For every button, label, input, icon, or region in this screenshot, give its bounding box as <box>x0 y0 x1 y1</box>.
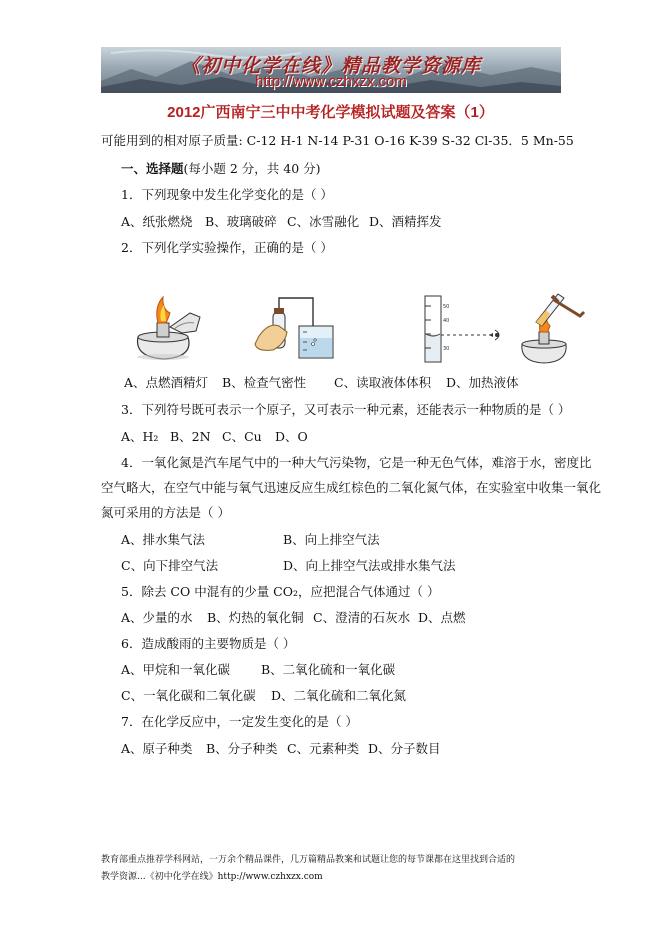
section-label: 一、选择题 <box>121 161 184 176</box>
q4-option-d: D、向上排空气法或排水集气法 <box>283 558 456 573</box>
airtightness-check-figure <box>245 292 340 364</box>
footer-line-1: 教育部重点推荐学科网站，一万余个精品课件，几万篇精品教案和试题让您的每节课都在这里找到合适的 <box>101 855 516 865</box>
document-title: 2012广西南宁三中中考化学模拟试题及答案（1） <box>167 104 494 121</box>
svg-text:30: 30 <box>443 346 450 352</box>
q1-stem: 1．下列现象中发生化学变化的是（ ） <box>121 187 333 202</box>
q4-stem-line-2: 空气略大，在空气中能与氧气迅速反应生成红棕色的二氧化氮气体，在实验室中收集一氧化 <box>101 480 602 495</box>
footer-line-2[interactable]: 教学资源...《初中化学在线》http://www.czhxzx.com <box>101 872 323 882</box>
q3-stem: 3．下列符号既可表示一个原子，又可表示一种元素，还能表示一种物质的是（ ） <box>121 402 571 417</box>
q2-option-c: C、读取液体体积 <box>334 375 432 390</box>
q6-option-b: B、二氧化硫和一氧化碳 <box>261 662 396 677</box>
q5-option-b: B、灼热的氧化铜 <box>207 610 304 625</box>
q4-option-b: B、向上排空气法 <box>283 532 380 547</box>
q7-option-c: C、元素种类 <box>287 741 360 756</box>
atomic-masses: 可能用到的相对原子质量: C-12 H-1 N-14 P-31 O-16 K-39 S-32 Cl-35．5 Mn-55 <box>101 133 574 148</box>
graduated-cylinder-reading-figure <box>403 294 523 366</box>
q7-option-b: B、分子种类 <box>206 741 278 756</box>
q3-option-a: A、H₂ <box>121 429 159 444</box>
q6-option-d: D、二氧化硫和二氧化氮 <box>271 688 407 703</box>
alcohol-lamp-lighting-figure <box>124 293 204 365</box>
svg-text:50: 50 <box>443 304 450 310</box>
section-note: (每小题 2 分，共 40 分) <box>183 161 321 176</box>
liquid-heating-figure <box>514 286 589 366</box>
q2-option-a: A、点燃酒精灯 <box>124 375 209 390</box>
q4-stem-line-1: 4．一氧化氮是汽车尾气中的一种大气污染物，它是一种无色气体，难溶于水，密度比 <box>121 455 592 470</box>
q3-option-d: D、O <box>275 429 308 444</box>
q1-option-b: B、玻璃破碎 <box>205 214 277 229</box>
q1-option-d: D、酒精挥发 <box>369 214 442 229</box>
q6-option-a: A、甲烷和一氧化碳 <box>121 662 231 677</box>
q7-option-d: D、分子数目 <box>368 741 441 756</box>
header-banner <box>101 47 561 93</box>
q2-option-b: B、检查气密性 <box>222 375 307 390</box>
q5-option-d: D、点燃 <box>418 610 466 625</box>
q1-option-a: A、纸张燃烧 <box>121 214 193 229</box>
banner-url[interactable]: http://www.czhxzx.com <box>255 73 407 90</box>
q7-stem: 7．在化学反应中，一定发生变化的是（ ） <box>121 714 358 729</box>
q4-option-a: A、排水集气法 <box>121 532 206 547</box>
svg-text:40: 40 <box>443 318 450 324</box>
q1-option-c: C、冰雪融化 <box>287 214 360 229</box>
q7-option-a: A、原子种类 <box>121 741 193 756</box>
q6-option-c: C、一氧化碳和二氧化碳 <box>121 688 256 703</box>
section-header <box>121 159 321 177</box>
q3-option-c: C、Cu <box>222 429 262 444</box>
q4-option-c: C、向下排空气法 <box>121 558 219 573</box>
banner-title: 《初中化学在线》精品教学资源库 <box>180 55 481 77</box>
q5-option-c: C、澄清的石灰水 <box>313 610 411 625</box>
q6-stem: 6．造成酸雨的主要物质是（ ） <box>121 636 296 651</box>
q2-option-d: D、加热液体 <box>446 375 519 390</box>
q4-stem-line-3: 氮可采用的方法是（ ） <box>101 505 230 520</box>
q2-stem: 2．下列化学实验操作，正确的是（ ） <box>121 240 333 255</box>
q5-option-a: A、少量的水 <box>121 610 193 625</box>
q5-stem: 5．除去 CO 中混有的少量 CO₂，应把混合气体通过（ ） <box>121 584 440 599</box>
q3-option-b: B、2N <box>170 429 211 444</box>
